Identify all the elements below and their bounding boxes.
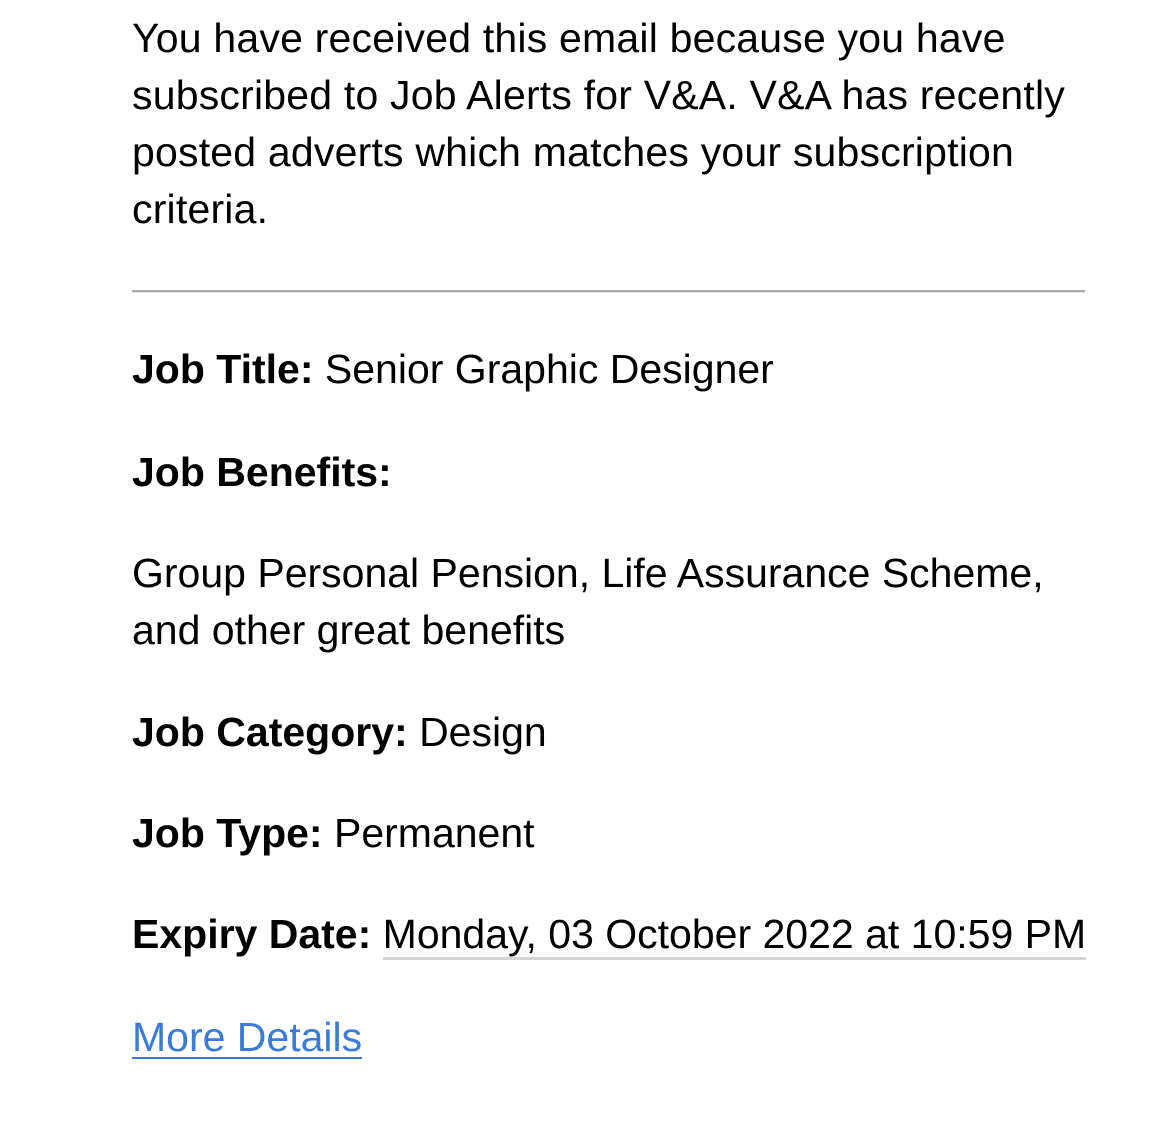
expiry-date-link[interactable]: Monday, 03 October 2022 at 10:59 PM (383, 911, 1087, 960)
expiry-date-row (132, 906, 1087, 963)
job-type-value: Permanent (334, 810, 535, 856)
job-type-label: Job Type: (132, 810, 323, 856)
job-benefits-row (132, 444, 1087, 501)
job-category-value: Design (419, 709, 547, 755)
job-category-row (132, 704, 1087, 761)
intro-text: You have received this email because you have subscribed to Job Alerts for V&A. V&A has recently posted adverts which matches your subscription criteria. (132, 15, 1065, 232)
job-title-label: Job Title: (132, 346, 314, 392)
email-body (132, 0, 1087, 1066)
more-details-link[interactable]: More Details (132, 1014, 363, 1060)
job-category-label: Job Category: (132, 709, 408, 755)
job-benefits-label: Job Benefits: (132, 449, 392, 495)
expiry-date-label: Expiry Date: (132, 911, 372, 957)
divider (132, 290, 1085, 293)
job-benefits-value: Group Personal Pension, Life Assurance Scheme, and other great benefits (132, 550, 1044, 653)
job-title-value: Senior Graphic Designer (324, 346, 774, 392)
job-title-row (132, 341, 1087, 398)
job-type-row (132, 805, 1087, 862)
